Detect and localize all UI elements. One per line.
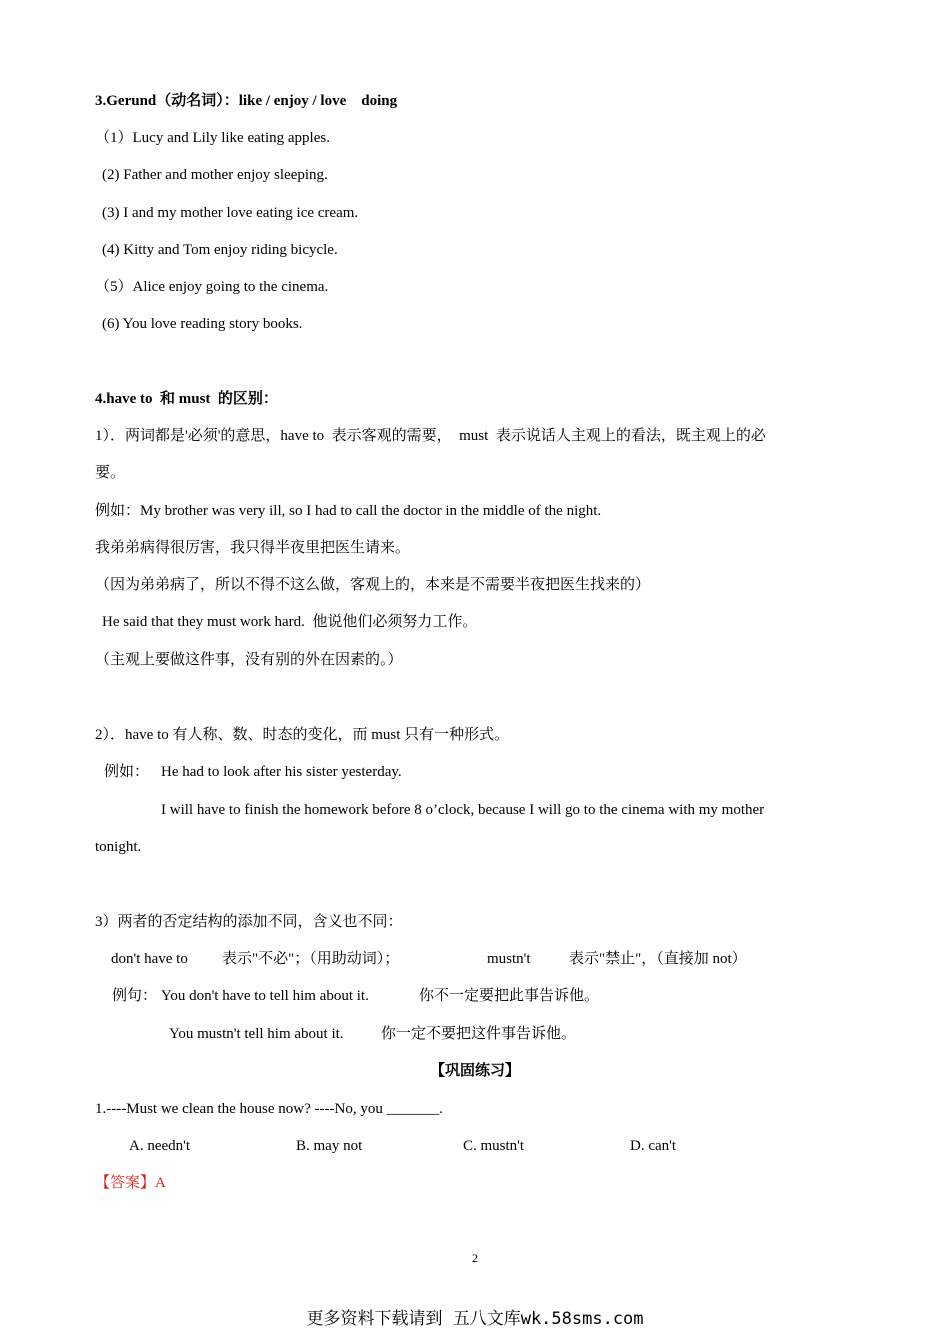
option-a: A. needn't [129, 1138, 191, 1154]
point2-example2-cont: tonight. [95, 839, 142, 855]
option-c: C. mustn't [463, 1138, 525, 1154]
option-d: D. can't [630, 1138, 677, 1154]
point1-example-cn: 我弟弟病得很厉害，我只得半夜里把医生请来。 [95, 540, 411, 556]
point1-example-note: （因为弟弟病了，所以不得不这么做，客观上的，本来是不需要半夜把医生找来的） [95, 577, 651, 593]
section3-title: 3.Gerund（动名词）：like / enjoy / love doing [95, 93, 398, 109]
point3-term-a: don't have to [111, 951, 188, 967]
point1-example2-note: （主观上要做这件事，没有别的外在因素的。） [95, 652, 403, 668]
gerund-example-5: （5）Alice enjoy going to the cinema. [95, 279, 329, 295]
point3-example2-cn: 你一定不要把这件事告诉他。 [381, 1026, 577, 1042]
point2-label: 例如： [104, 764, 150, 780]
gerund-example-3: (3) I and my mother love eating ice cream. [102, 205, 359, 221]
practice-heading: 【巩固练习】 [429, 1063, 520, 1079]
gerund-example-1: （1）Lucy and Lily like eating apples. [95, 130, 330, 146]
point3-example-label: 例句： [112, 988, 158, 1004]
point3-desc-b: 表示"禁止"，（直接加 not） [569, 951, 747, 967]
point3-example1-cn: 你不一定要把此事告诉他。 [419, 988, 600, 1004]
point2-example1: He had to look after his sister yesterday. [161, 764, 402, 780]
page-number: 2 [472, 1251, 478, 1265]
point1-example2: He said that they must work hard. 他说他们必须努力工作。 [102, 614, 478, 630]
point3-line: 3）两者的否定结构的添加不同，含义也不同： [95, 914, 403, 930]
gerund-example-6: (6) You love reading story books. [102, 316, 303, 332]
point3-term-b: mustn't [487, 951, 531, 967]
question-1: 1.----Must we clean the house now? ----No, you _______. [95, 1101, 443, 1117]
footer-note: 更多资料下载请到 五八文库wk.58sms.com [306, 1309, 644, 1329]
point3-example1-en: You don't have to tell him about it. [161, 988, 369, 1004]
point3-example2-en: You mustn't tell him about it. [169, 1026, 344, 1042]
gerund-example-2: (2) Father and mother enjoy sleeping. [102, 167, 328, 183]
point1-line1: 1）．两词都是'必须'的意思，have to 表示客观的需要， must 表示说话人主观上的看法，既主观上的必 [95, 428, 766, 444]
point2-example2: I will have to finish the homework before 8 o’clock, because I will go to the cinema with my mother [161, 802, 765, 818]
point2-line: 2）．have to 有人称、数、时态的变化，而 must 只有一种形式。 [95, 727, 510, 743]
point1-line2: 要。 [95, 465, 126, 481]
section4-title: 4.have to 和 must 的区别： [95, 391, 278, 407]
gerund-example-4: (4) Kitty and Tom enjoy riding bicycle. [102, 242, 338, 258]
answer: 【答案】A [95, 1175, 166, 1191]
option-b: B. may not [296, 1138, 363, 1154]
point3-desc-a: 表示"不必"；（用助动词）； [222, 951, 400, 967]
point1-example-en: 例如：My brother was very ill, so I had to call the doctor in the middle of the night. [95, 503, 602, 519]
